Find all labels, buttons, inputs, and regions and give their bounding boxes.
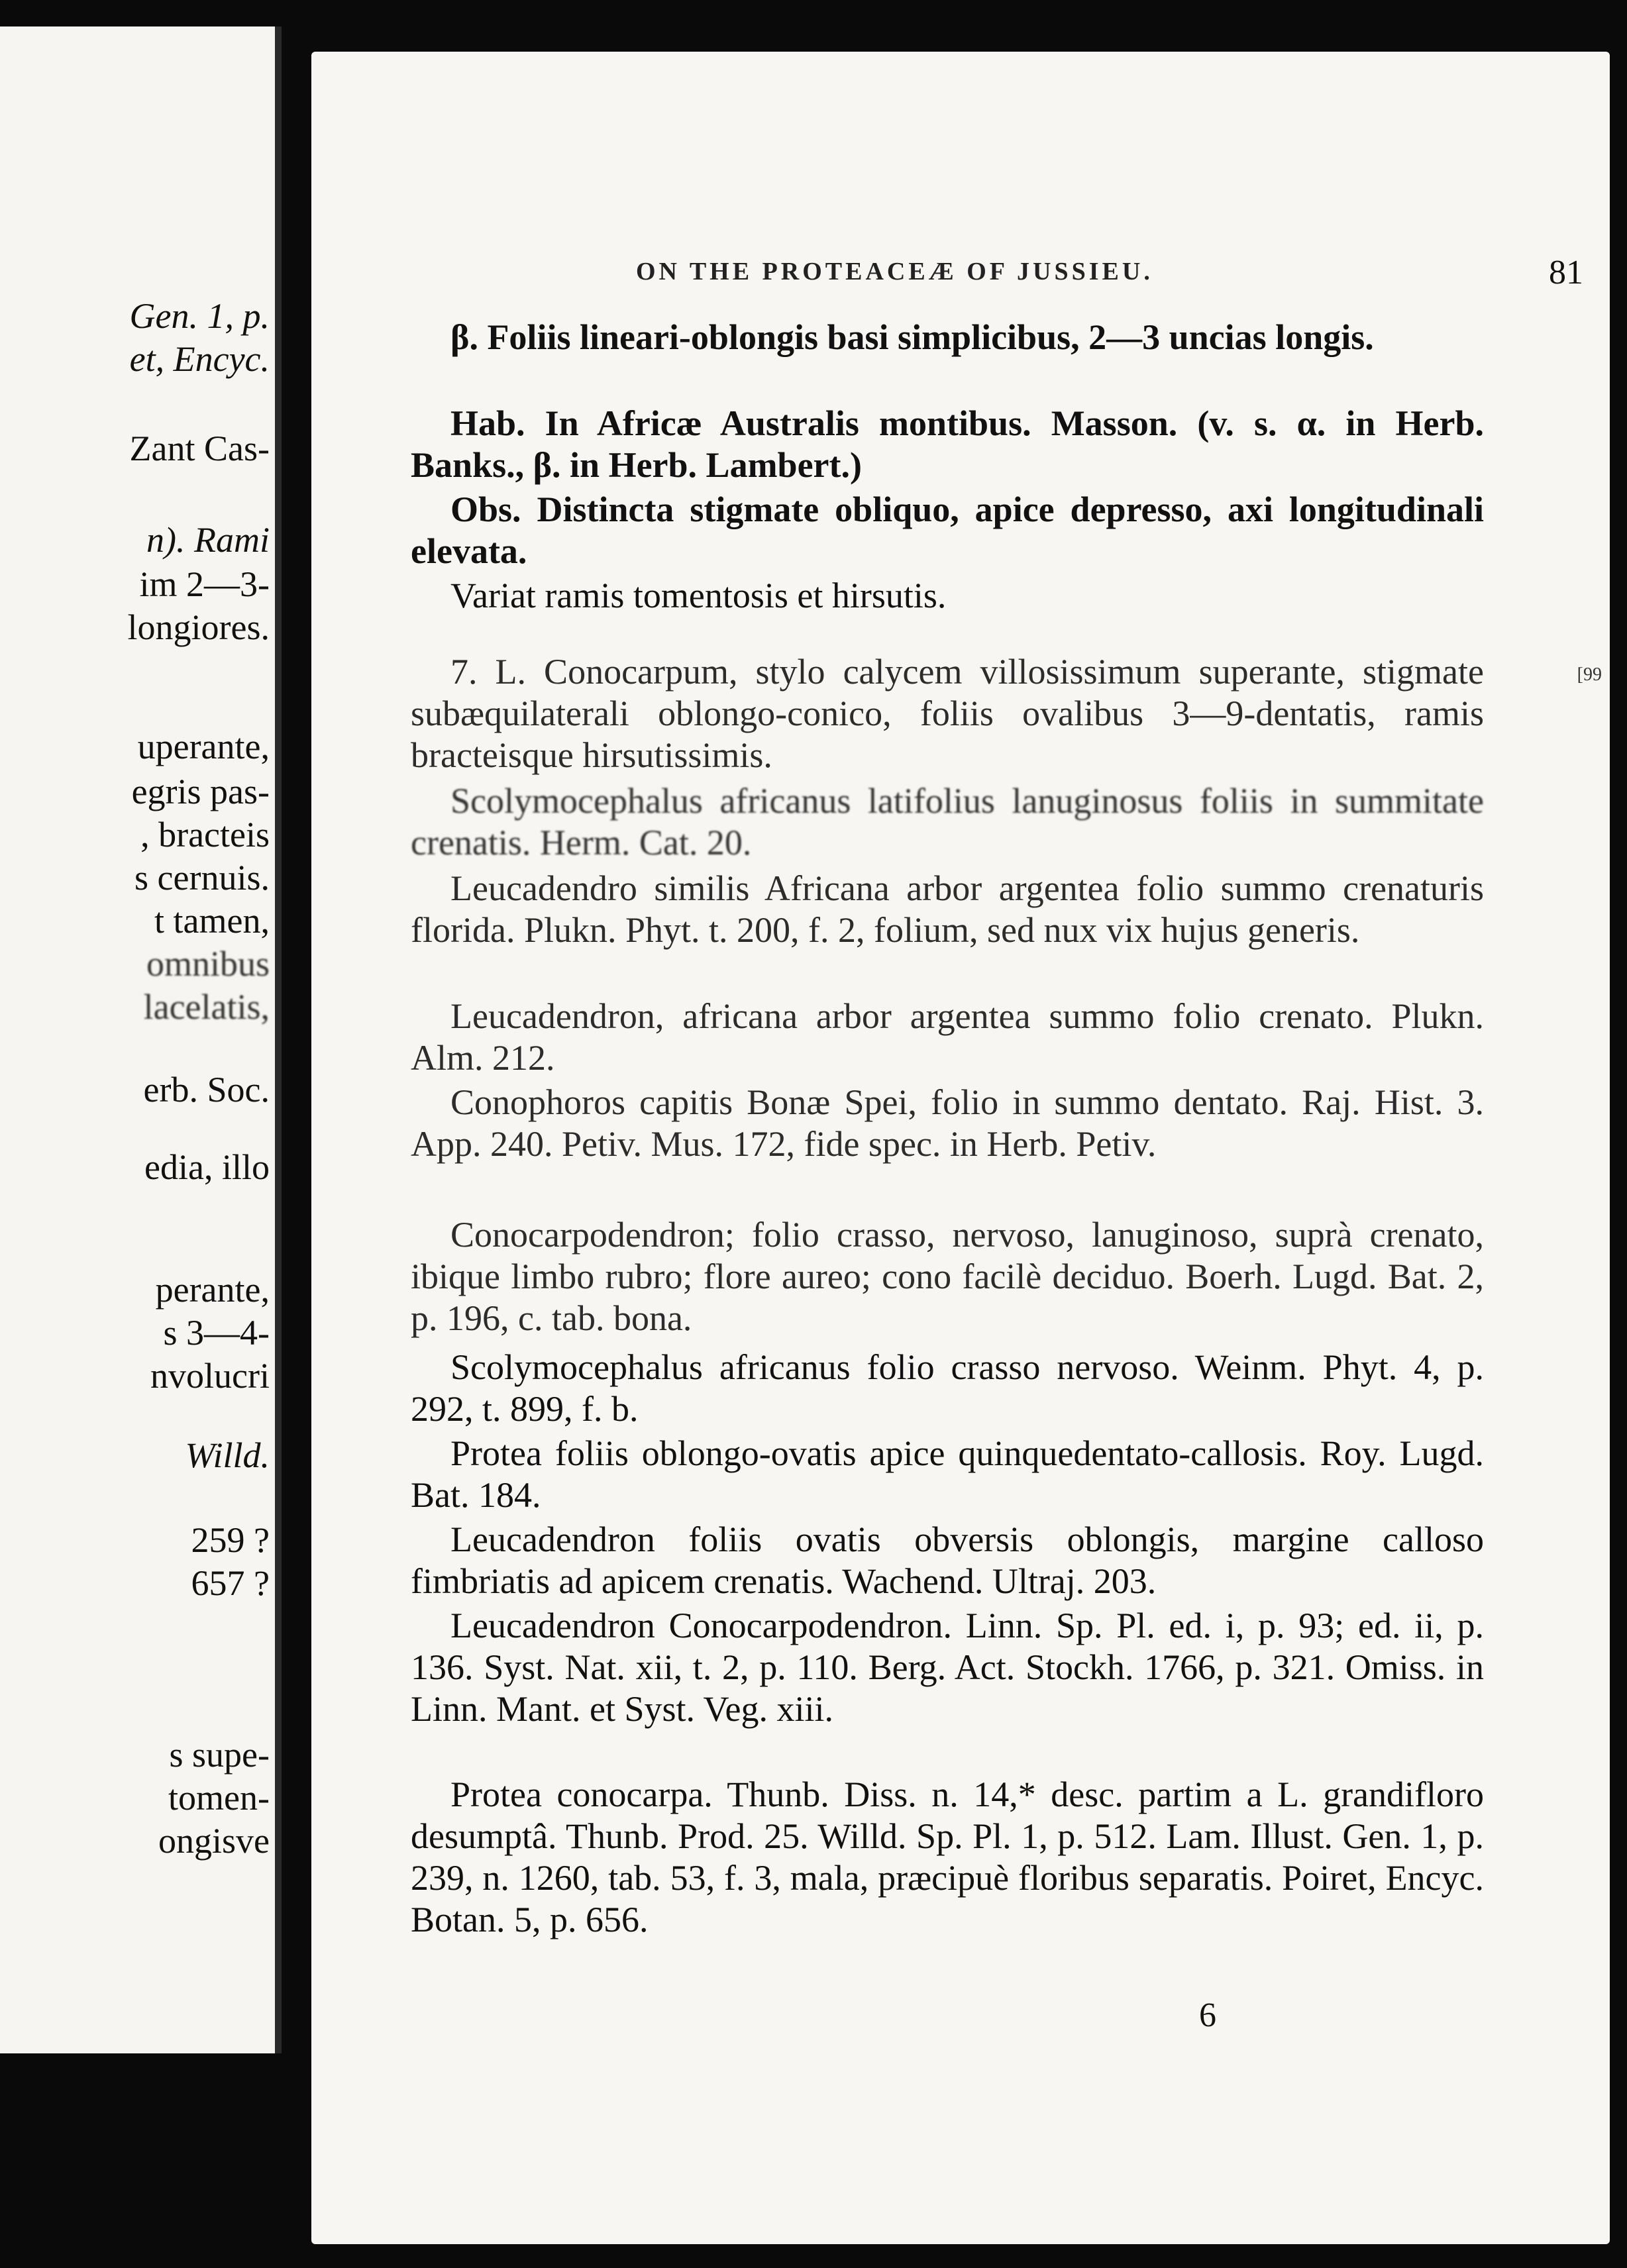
left-line: uperante,: [137, 727, 270, 766]
paragraph: Variat ramis tomentosis et hirsutis.: [450, 576, 947, 615]
left-line: omnibus: [146, 944, 270, 984]
observation: [411, 489, 1484, 572]
left-line: 657 ?: [191, 1563, 270, 1603]
paragraph: Conophoros capitis Bonæ Spei, folio in summo dentato. Raj. Hist. 3. App. 240. Petiv. Mus. 172, fide spec. in Herb. Petiv.: [411, 1082, 1484, 1164]
left-line: Gen. 1, p.: [129, 296, 270, 336]
left-line: perante,: [155, 1270, 270, 1310]
signature-mark: 6: [1199, 1996, 1216, 2034]
synonym: [411, 996, 1484, 1079]
synonym: [411, 1519, 1484, 1602]
left-line: nvolucri: [150, 1356, 270, 1396]
paragraph: Protea foliis oblongo-ovatis apice quinquedentato-callosis. Roy. Lugd. Bat. 184.: [411, 1433, 1484, 1515]
paragraph: Hab. In Africæ Australis montibus. Masson. (v. s. α. in Herb. Banks., β. in Herb. Lambert.): [411, 403, 1484, 485]
page-number: 81: [1549, 254, 1583, 291]
page-header: [311, 254, 1610, 297]
left-line: im 2—3-: [139, 564, 270, 604]
variation: [411, 575, 1484, 617]
left-line: n). Rami: [146, 520, 270, 560]
paragraph: Leucadendron, africana arbor argentea summo folio crenato. Plukn. Alm. 212.: [411, 996, 1484, 1078]
synonym: [411, 1605, 1484, 1730]
left-line: s cernuis.: [134, 858, 270, 898]
left-line: , bracteis: [140, 815, 270, 854]
running-head: ON THE PROTEACEÆ OF JUSSIEU.: [636, 258, 1153, 285]
paragraph: Leucadendron foliis ovatis obversis oblongis, margine calloso fimbriatis ad apicem crenatis. Wachend. Ultraj. 203.: [411, 1520, 1484, 1601]
left-line: ongisve: [158, 1821, 270, 1861]
synonym: [411, 1433, 1484, 1516]
paragraph: Conocarpodendron; folio crasso, nervoso, lanuginoso, suprà crenato, ibique limbo rubro; flore aureo; cono facilè deciduo. Boerh. Lugd. Bat. 2, p. 196, c. tab. bona.: [411, 1215, 1484, 1338]
habitat: [411, 403, 1484, 486]
left-line: et, Encyc.: [129, 339, 270, 379]
synonym: [411, 868, 1484, 951]
left-line: Willd.: [185, 1435, 270, 1475]
left-line: s 3—4-: [163, 1313, 270, 1353]
synonym: [411, 1214, 1484, 1339]
left-line: lacelatis,: [143, 987, 270, 1027]
left-line: longiores.: [127, 607, 270, 647]
paragraph: Scolymocephalus africanus folio crasso nervoso. Weinm. Phyt. 4, p. 292, t. 899, f. b.: [411, 1347, 1484, 1429]
paragraph: Leucadendron Conocarpodendron. Linn. Sp. Pl. ed. i, p. 93; ed. ii, p. 136. Syst. Nat. xii, t. 2, p. 110. Berg. Act. Stockh. 1766, p. 321. Omiss. in Linn. Mant. et Syst. Veg. xiii.: [411, 1606, 1484, 1729]
left-line: egris pas-: [131, 772, 270, 811]
paragraph: Scolymocephalus africanus latifolius lanuginosus foliis in summitate crenatis. Herm. Cat. 20.: [411, 781, 1484, 862]
synonym: [411, 1774, 1484, 1941]
left-line: Zant Cas-: [129, 429, 270, 468]
left-line: erb. Soc.: [143, 1070, 270, 1109]
species-description: 7. L. Conocarpum, stylo calycem villosissimum superante, stigmate subæquilaterali oblongo-conico, foliis ovalibus 3—9-dentatis, ramis bracteisque hirsutissimis.: [411, 652, 1484, 775]
paragraph: Obs. Distincta stigmate obliquo, apice depresso, axi longitudinali elevata.: [411, 490, 1484, 571]
left-line: t tamen,: [154, 901, 270, 941]
synonym: [411, 1347, 1484, 1430]
paragraph: Protea conocarpa. Thunb. Diss. n. 14,* desc. partim a L. grandifloro desumptâ. Thunb. Prod. 25. Willd. Sp. Pl. 1, p. 512. Lam. Illust. Gen. 1, p. 239, n. 1260, tab. 53, f. 3, mala, præcipuè floribus separatis. Poiret, Encyc. Botan. 5, p. 656.: [411, 1775, 1484, 1939]
left-line: tomen-: [168, 1778, 270, 1818]
left-page-fragment: [0, 26, 282, 2053]
synonym: [411, 780, 1484, 864]
left-line: 259 ?: [191, 1520, 270, 1560]
left-line: s supe-: [169, 1735, 270, 1775]
left-line: edia, illo: [144, 1147, 270, 1187]
main-page: [311, 52, 1610, 2244]
paragraph: Leucadendro similis Africana arbor argentea folio summo crenaturis florida. Plukn. Phyt. t. 200, f. 2, folium, sed nux vix hujus generis.: [411, 868, 1484, 950]
beta-description: [411, 317, 1484, 358]
paragraph: β. Foliis lineari-oblongis basi simplicibus, 2—3 uncias longis.: [450, 317, 1374, 357]
margin-reference: [99: [1577, 664, 1602, 685]
synonym: [411, 1082, 1484, 1165]
species-entry: [411, 651, 1484, 776]
